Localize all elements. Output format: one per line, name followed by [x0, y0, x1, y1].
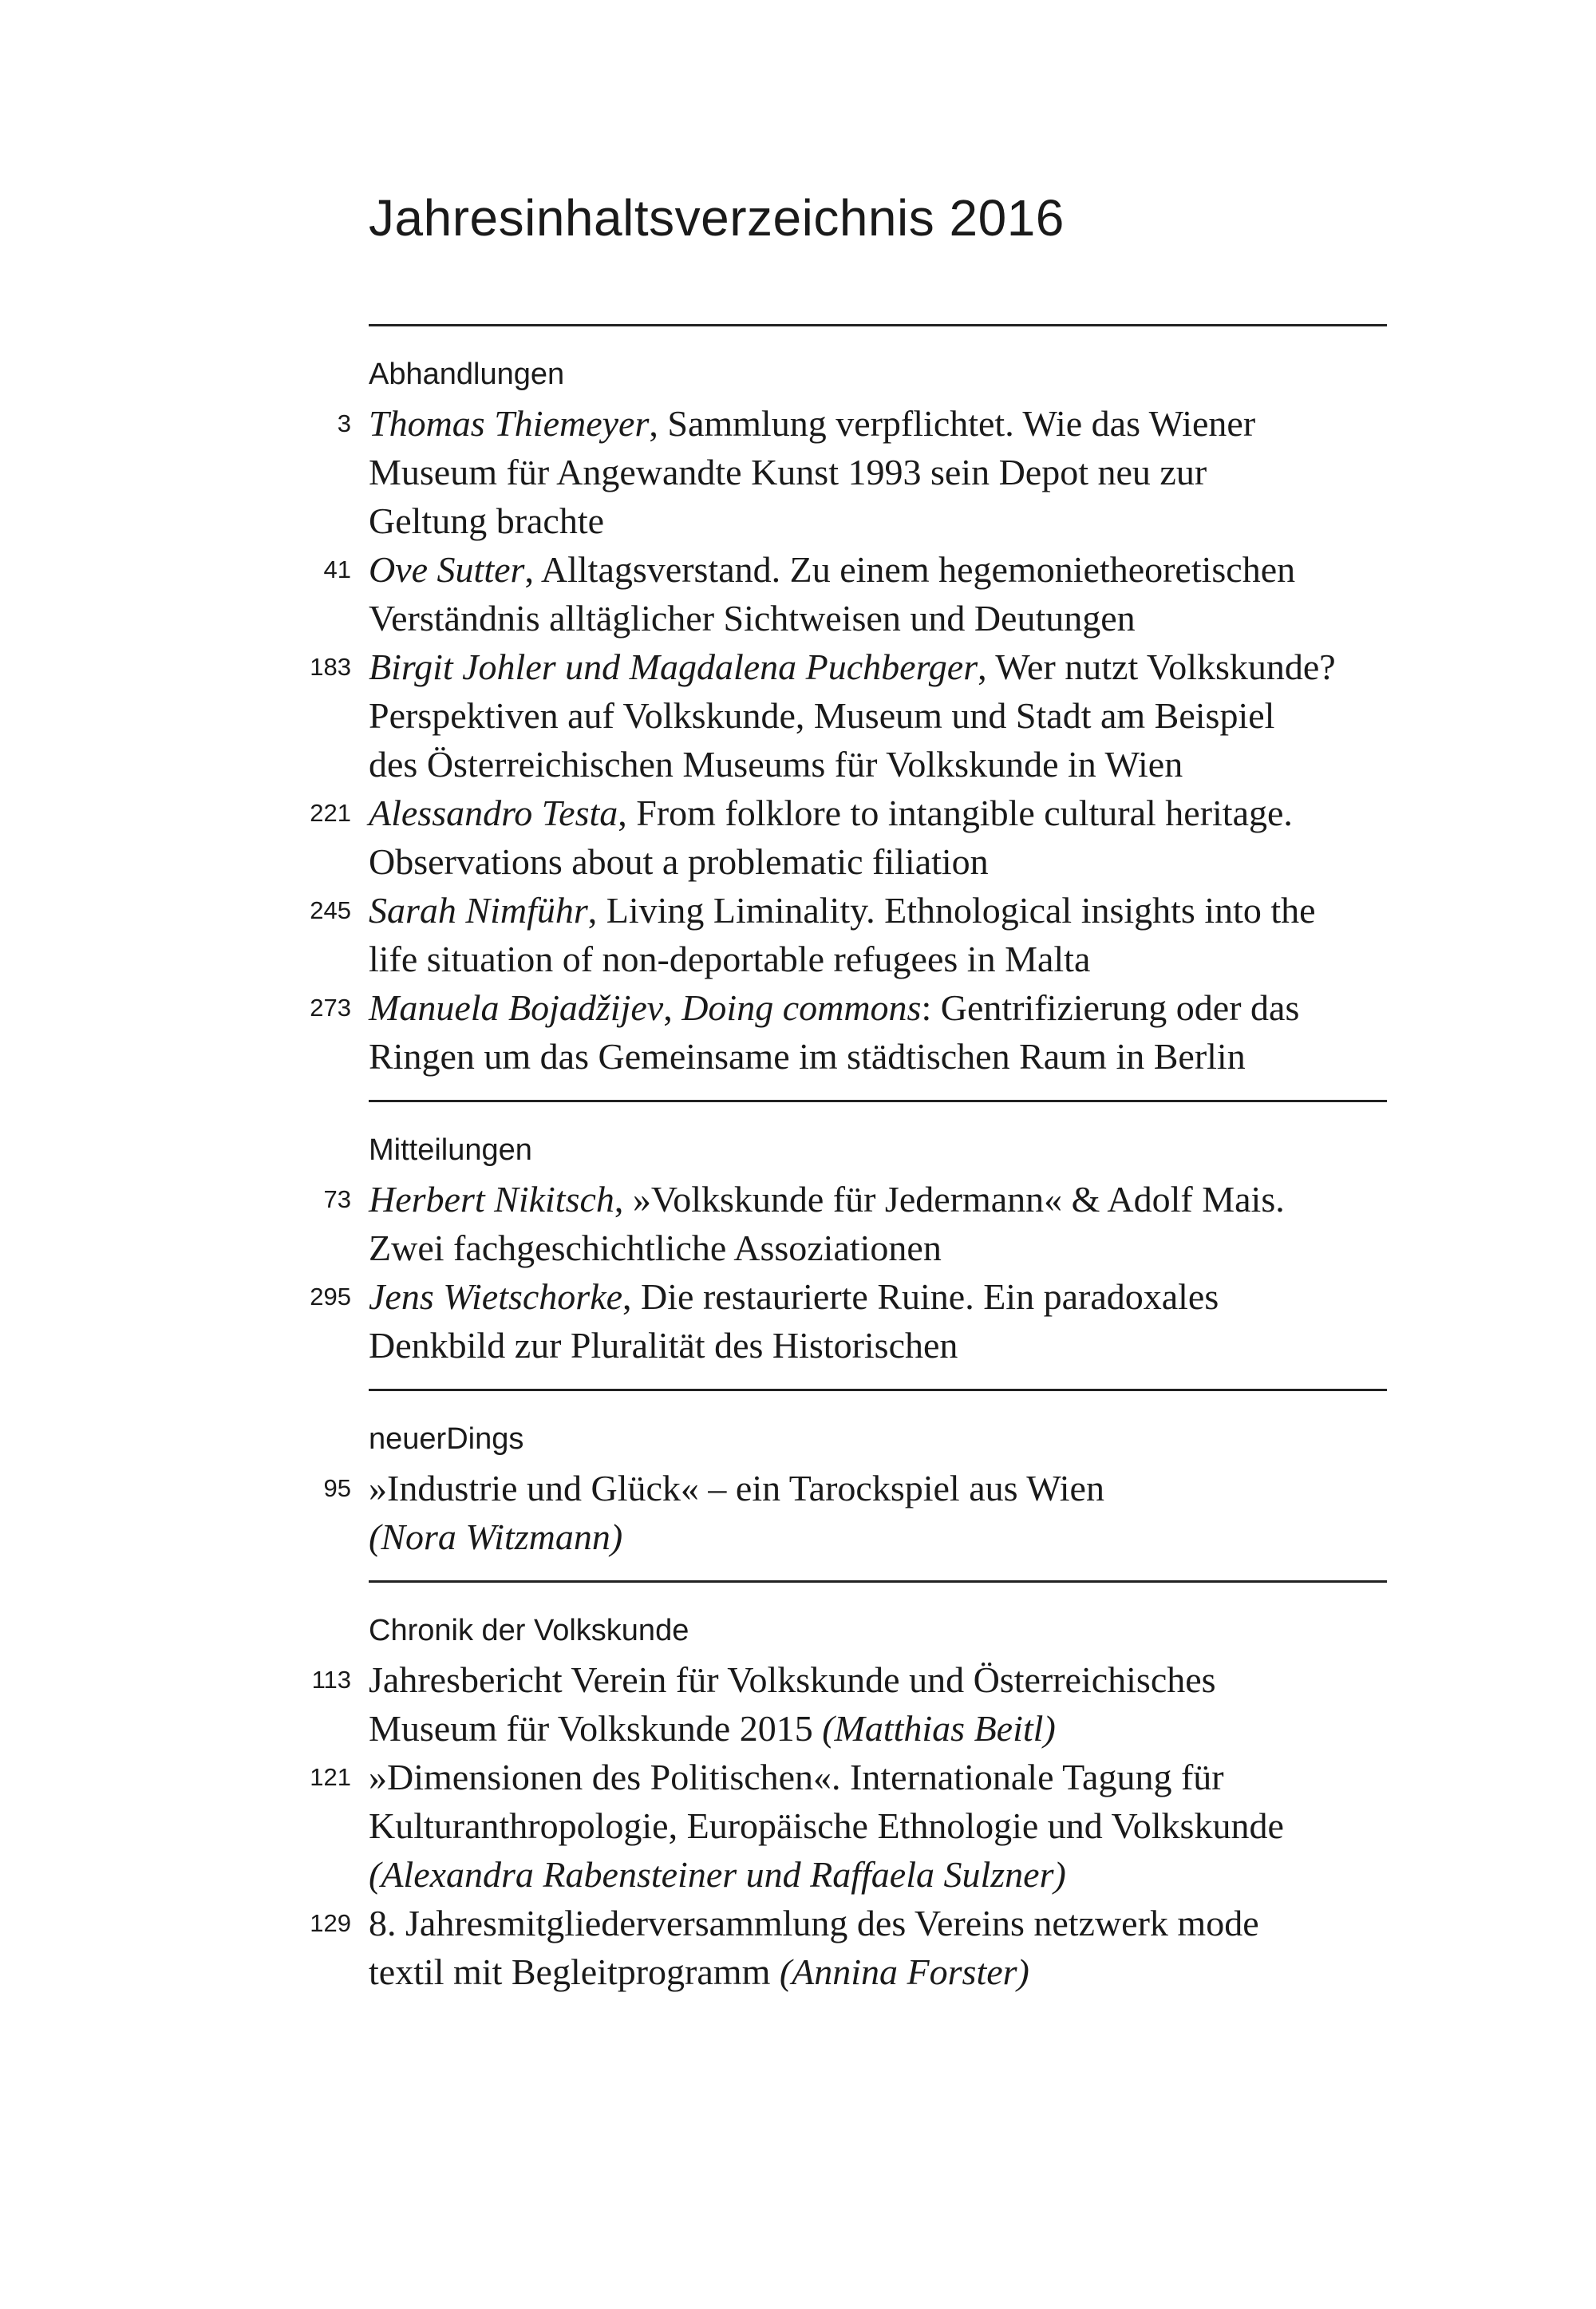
entry-text: Museum für Angewandte Kunst 1993 sein Depot neu zur: [369, 452, 1207, 492]
toc-section: [310, 1583, 1387, 2015]
entry-text: des Österreichischen Museums für Volkskunde in Wien: [369, 744, 1183, 785]
section-heading: Abhandlungen: [369, 358, 565, 391]
entry-author-or-emphasis: Ove Sutter: [369, 549, 525, 590]
entry-text: , From folklore to intangible cultural heritage.: [618, 793, 1293, 833]
entry-line: [369, 1947, 1387, 1996]
entry-line: [369, 1224, 1387, 1272]
entry-line: [369, 935, 1387, 983]
entry-author-or-emphasis: (Nora Witzmann): [369, 1516, 623, 1557]
entry-line: [369, 740, 1387, 789]
entry-line: [369, 1753, 1387, 1801]
entry-line: [369, 1704, 1387, 1753]
entry-author-or-emphasis: Alessandro Testa: [369, 793, 618, 833]
entry-text: Geltung brachte: [369, 500, 605, 541]
entry-line: [369, 496, 1387, 545]
entry-text: , Die restaurierte Ruine. Ein paradoxales: [622, 1276, 1219, 1317]
entry-line: [369, 1850, 1387, 1899]
entry-text: Perspektiven auf Volkskunde, Museum und Stadt am Beispiel: [369, 695, 1275, 736]
toc-section: [310, 326, 1387, 1100]
entry-text: , Living Liminality. Ethnological insights into the: [587, 890, 1316, 931]
entry-text: ,: [663, 987, 682, 1028]
entry-text: Jahresbericht Verein für Volkskunde und Österreichisches: [369, 1659, 1216, 1700]
page-number: 273: [310, 994, 351, 1022]
entry-line: [369, 1272, 1387, 1321]
toc-section: [310, 1102, 1387, 1389]
toc-entry[interactable]: [310, 789, 1387, 886]
toc-entry[interactable]: [310, 886, 1387, 983]
entry-text: Zwei fachgeschichtliche Assoziationen: [369, 1228, 942, 1268]
entry-author-or-emphasis: (Alexandra Rabensteiner und Raffaela Sulzner): [369, 1854, 1066, 1895]
entry-line: [369, 1464, 1387, 1512]
entry-line: [369, 1175, 1387, 1224]
entry-author-or-emphasis: Doing commons: [681, 987, 922, 1028]
entry-line: [369, 545, 1387, 594]
page-number: 113: [311, 1666, 351, 1694]
section-heading: Chronik der Volkskunde: [369, 1614, 689, 1647]
entry-author-or-emphasis: Birgit Johler und Magdalena Puchberger: [369, 646, 978, 687]
entry-text: , Wer nutzt Volkskunde?: [978, 646, 1336, 687]
entry-author-or-emphasis: Thomas Thiemeyer: [369, 403, 650, 444]
entry-line: [369, 1655, 1387, 1704]
toc-entry[interactable]: [311, 1655, 1387, 1753]
entry-line: [369, 1512, 1387, 1561]
entry-line: [369, 789, 1387, 837]
page-number: 183: [310, 653, 351, 681]
entry-text: »Dimensionen des Politischen«. Internationale Tagung für: [369, 1757, 1224, 1797]
entry-line: [369, 837, 1387, 886]
entry-text: 8. Jahresmitgliederversammlung des Vereins netzwerk mode: [369, 1903, 1259, 1943]
entry-line: [369, 399, 1387, 448]
page-number: 95: [323, 1474, 351, 1502]
entry-text: , Alltagsverstand. Zu einem hegemonietheoretischen: [524, 549, 1296, 590]
page-title: Jahresinhaltsverzeichnis 2016: [369, 189, 1065, 247]
toc-entry[interactable]: [323, 545, 1387, 642]
section-heading: neuerDings: [369, 1422, 524, 1456]
entry-author-or-emphasis: Herbert Nikitsch: [369, 1179, 614, 1220]
entry-line: [369, 983, 1387, 1032]
page-number: 41: [323, 556, 351, 583]
entry-author-or-emphasis: Manuela Bojadžijev: [369, 987, 664, 1028]
entry-author-or-emphasis: (Matthias Beitl): [822, 1708, 1056, 1749]
entry-line: [369, 1321, 1387, 1370]
entry-line: [369, 1801, 1387, 1850]
entry-text: life situation of non-deportable refugees in Malta: [369, 939, 1091, 979]
entry-text: , »Volkskunde für Jedermann« & Adolf Mais.: [614, 1179, 1285, 1220]
toc-entry[interactable]: [323, 1464, 1387, 1561]
entry-text: Ringen um das Gemeinsame im städtischen Raum in Berlin: [369, 1036, 1246, 1077]
toc-entry[interactable]: [310, 1272, 1387, 1370]
page-number: 129: [310, 1909, 351, 1937]
entry-text: Denkbild zur Pluralität des Historischen: [369, 1325, 958, 1366]
entry-text: Kulturanthropologie, Europäische Ethnologie und Volkskunde: [369, 1805, 1284, 1846]
entry-text: Verständnis alltäglicher Sichtweisen und Deutungen: [369, 598, 1136, 639]
entry-author-or-emphasis: Jens Wietschorke: [369, 1276, 623, 1317]
entry-text: , Sammlung verpflichtet. Wie das Wiener: [649, 403, 1256, 444]
entry-text: Observations about a problematic filiation: [369, 841, 989, 882]
page-number: 245: [310, 896, 351, 924]
page-number: 3: [337, 409, 351, 437]
entry-line: [369, 1032, 1387, 1081]
toc-entry[interactable]: [310, 642, 1387, 789]
section-heading: Mitteilungen: [369, 1133, 532, 1167]
page-number: 73: [323, 1185, 351, 1213]
toc-section: [323, 1391, 1387, 1580]
entry-author-or-emphasis: Sarah Nimführ: [369, 890, 588, 931]
entry-text: Museum für Volkskunde 2015: [369, 1708, 823, 1749]
entry-text: textil mit Begleitprogramm: [369, 1951, 780, 1992]
toc-entry[interactable]: [310, 1899, 1387, 1996]
toc-entry[interactable]: [310, 1753, 1387, 1899]
entry-text: : Gentrifizierung oder das: [921, 987, 1300, 1028]
page-number: 121: [310, 1763, 351, 1791]
toc-entry[interactable]: [310, 983, 1387, 1081]
entry-line: [369, 691, 1387, 740]
entry-line: [369, 886, 1387, 935]
toc-entry[interactable]: [337, 399, 1387, 545]
entry-line: [369, 594, 1387, 642]
table-of-contents: [310, 324, 1387, 2015]
entry-author-or-emphasis: (Annina Forster): [779, 1951, 1029, 1992]
page-number: 295: [310, 1283, 351, 1311]
toc-entry[interactable]: [323, 1175, 1387, 1272]
page-number: 221: [310, 799, 351, 827]
entry-line: [369, 642, 1387, 691]
entry-line: [369, 448, 1387, 496]
entry-text: »Industrie und Glück« – ein Tarockspiel aus Wien: [369, 1468, 1104, 1508]
entry-line: [369, 1899, 1387, 1947]
